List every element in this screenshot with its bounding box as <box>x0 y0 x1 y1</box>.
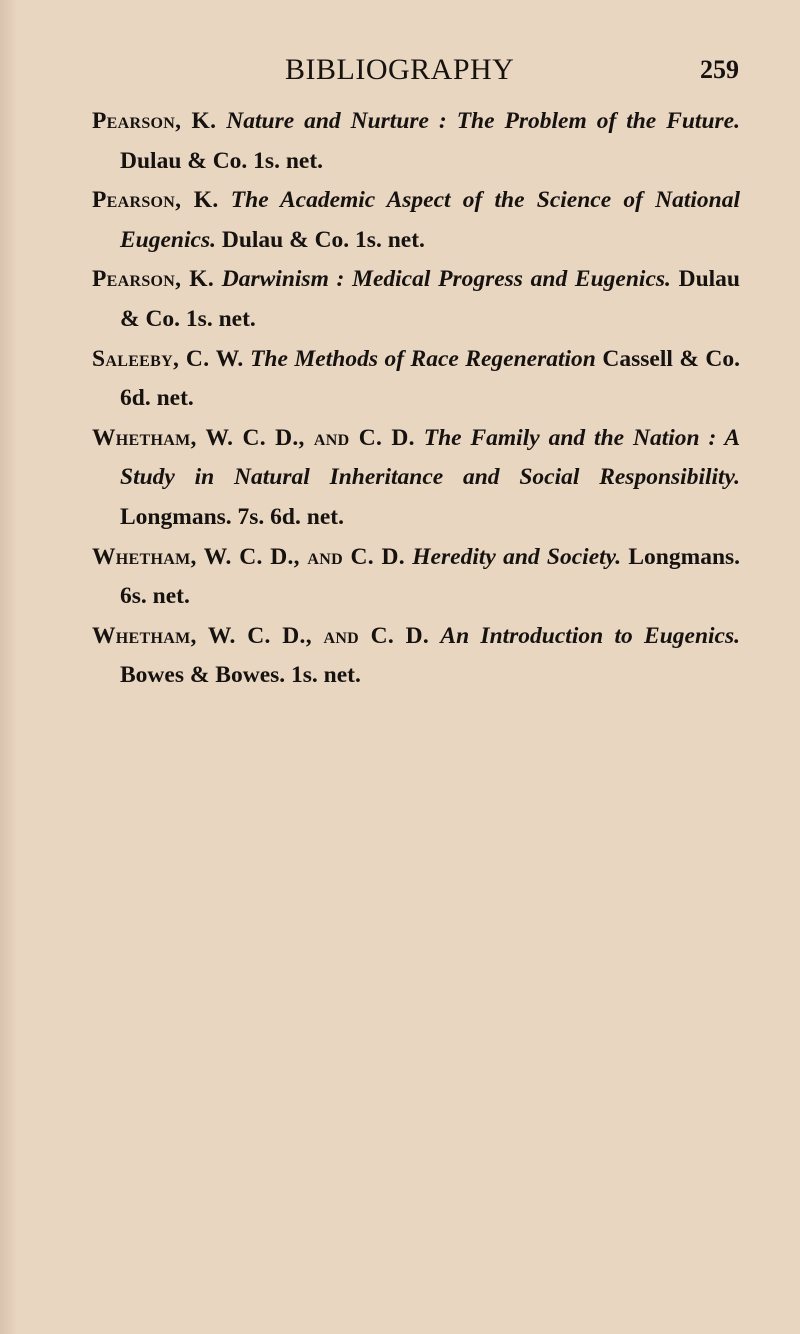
entry-author: Pearson, K. <box>92 187 219 214</box>
entry-publication: Cassell & Co. 6d. net. <box>120 345 741 412</box>
entry-author: Pearson, K. <box>92 266 215 293</box>
entry-title: Heredity and Society. <box>412 543 622 570</box>
entry-publication: Dulau & Co. 1s. net. <box>221 226 425 253</box>
entry-author: Whetham, W. C. D., and C. D. <box>92 622 430 649</box>
entry-author: Pearson, K. <box>92 108 217 134</box>
page-number: 259 <box>700 55 739 84</box>
bibliography-entry <box>92 419 740 538</box>
entry-publication: Longmans. 7s. 6d. net. <box>120 503 344 530</box>
bibliography-list <box>92 102 740 696</box>
entry-title: The Academic Aspect of the Science of National Eugenics. <box>120 187 740 253</box>
bibliography-entry <box>92 102 740 181</box>
entry-publication: Dulau & Co. 1s. net. <box>120 266 740 332</box>
bibliography-entry <box>92 340 740 419</box>
entry-publication: Bowes & Bowes. 1s. net. <box>120 662 361 689</box>
page-header <box>0 50 800 90</box>
entry-author: Whetham, W. C. D., and C. D. <box>92 543 405 570</box>
bibliography-entry <box>92 538 740 617</box>
entry-title: An Introduction to Eugenics. <box>440 622 741 649</box>
entry-title: The Methods of Race Regeneration <box>250 345 596 372</box>
entry-title: The Family and the Nation : A Study in Natural Inheritance and Social Responsibility. <box>120 424 741 491</box>
entry-author: Whetham, W. C. D., and C. D. <box>92 424 415 451</box>
entry-publication: Dulau & Co. 1s. net. <box>120 147 324 174</box>
entry-title: Nature and Nurture : The Problem of the Future. <box>226 108 740 134</box>
bibliography-entry <box>92 181 740 260</box>
bibliography-entry <box>92 260 740 339</box>
entry-title: Darwinism : Medical Progress and Eugenics. <box>221 266 671 293</box>
entry-publication: Longmans. 6s. net. <box>120 543 741 610</box>
entry-author: Saleeby, C. W. <box>92 345 244 372</box>
running-head: BIBLIOGRAPHY <box>285 53 515 86</box>
bibliography-entry <box>92 617 740 696</box>
